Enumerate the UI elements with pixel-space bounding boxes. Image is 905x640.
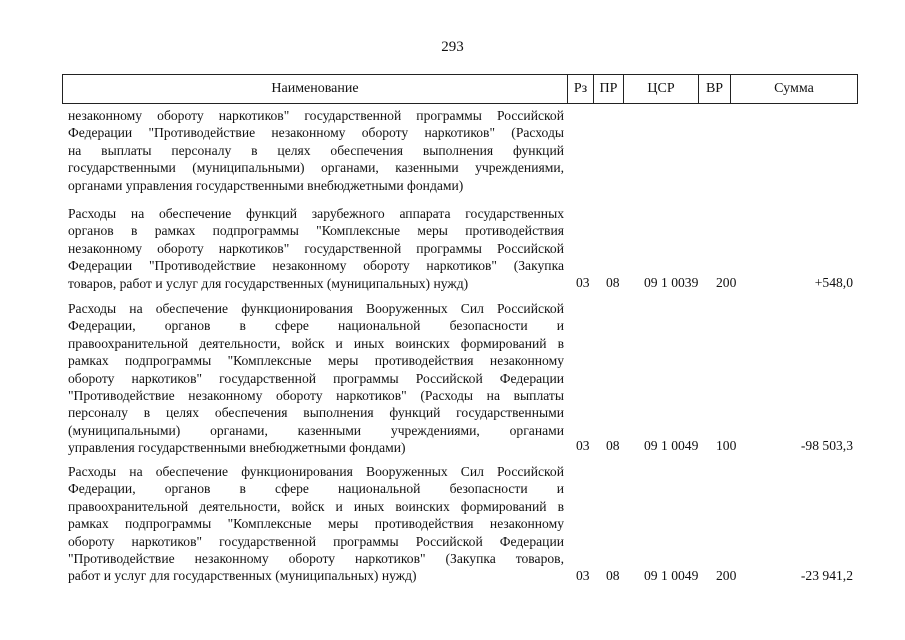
row-1-line-4: товаров, работ и услуг для государственных (муниципальных) нужд)	[68, 275, 469, 291]
header-sum: Сумма	[774, 81, 814, 96]
row-3-line-0: Расходы на обеспечение функционирования Вооруженных Сил Российской	[68, 464, 564, 479]
row-2-csr: 09 1 0049	[644, 438, 699, 453]
row-1-csr: 09 1 0039	[644, 275, 699, 290]
row-1-line-0: Расходы на обеспечение функций зарубежного аппарата государственных	[68, 206, 564, 221]
row-2-line-3: рамках подпрограммы "Комплексные меры противодействия незаконному	[68, 353, 564, 369]
row-3-vr: 200	[716, 568, 737, 583]
row-0-line-2: на выплаты персоналу в целях обеспечения выполнения функций	[68, 142, 564, 158]
row-2-line-2: правоохранительной деятельности, войск и иных воинских формирований в	[68, 335, 564, 351]
table-row-1-name	[68, 205, 564, 292]
row-2-line-0: Расходы на обеспечение функционирования Вооруженных Сил Российской	[68, 301, 564, 316]
row-2-line-4: обороту наркотиков" государственной программы Российской Федерации	[68, 370, 564, 386]
row-2-line-1: Федерации, органов в сфере национальной безопасности и	[68, 318, 564, 334]
row-1-line-2: незаконному обороту наркотиков" государственной программы Российской	[68, 240, 564, 256]
row-2-line-8: управления государственными внебюджетными фондами)	[68, 440, 406, 456]
row-3-line-3: рамках подпрограммы "Комплексные меры противодействия незаконному	[68, 516, 564, 532]
row-3-line-4: обороту наркотиков" государственной программы Российской Федерации	[68, 533, 564, 549]
row-3-line-2: правоохранительной деятельности, войск и иных воинских формирований в	[68, 498, 564, 514]
table-row-3-name	[68, 463, 564, 585]
row-2-sum: -98 503,3	[800, 438, 853, 453]
row-1-vr: 200	[716, 275, 737, 290]
table-row-2-name	[68, 300, 564, 457]
table-row-0-name	[68, 107, 564, 194]
row-3-line-5: "Противодействие незаконному обороту наркотиков" (Закупка товаров,	[68, 550, 564, 566]
row-2-pr: 08	[606, 438, 620, 453]
table-header	[62, 74, 858, 104]
page-number: 293	[441, 39, 464, 55]
row-3-pr: 08	[606, 568, 620, 583]
row-1-line-1: органов в рамках подпрограммы "Комплексные меры противодействия	[68, 223, 564, 239]
row-1-sum: +548,0	[814, 275, 853, 290]
row-0-line-4: органами управления государственными внебюджетными фондами)	[68, 177, 464, 193]
row-2-vr: 100	[716, 438, 737, 453]
row-2-line-6: персоналу в целях обеспечения выполнения функций государственными	[68, 405, 564, 421]
header-rz: Рз	[568, 75, 594, 103]
header-vr: ВР	[699, 75, 731, 103]
row-3-sum: -23 941,2	[800, 568, 853, 583]
header-pr: ПР	[594, 75, 624, 103]
row-3-line-1: Федерации, органов в сфере национальной безопасности и	[68, 481, 564, 497]
header-csr: ЦСР	[624, 75, 699, 103]
row-0-line-3: государственными (муниципальными) органами, казенными учреждениями,	[68, 160, 564, 176]
row-2-rz: 03	[576, 438, 590, 453]
row-0-line-1: Федерации "Противодействие незаконному обороту наркотиков" (Расходы	[68, 125, 564, 141]
row-2-line-7: (муниципальными) органами, казенными учреждениями, органами	[68, 422, 564, 438]
row-2-line-5: "Противодействие незаконному обороту наркотиков" (Расходы на выплаты	[68, 387, 564, 403]
row-3-rz: 03	[576, 568, 590, 583]
row-3-csr: 09 1 0049	[644, 568, 699, 583]
row-3-line-6: работ и услуг для государственных (муниципальных) нужд)	[68, 568, 417, 584]
row-1-line-3: Федерации "Противодействие незаконному обороту наркотиков" (Закупка	[68, 258, 564, 274]
row-1-rz: 03	[576, 275, 590, 290]
header-name: Наименование	[63, 75, 568, 103]
row-0-line-0: незаконному обороту наркотиков" государственной программы Российской	[68, 108, 564, 123]
row-1-pr: 08	[606, 275, 620, 290]
